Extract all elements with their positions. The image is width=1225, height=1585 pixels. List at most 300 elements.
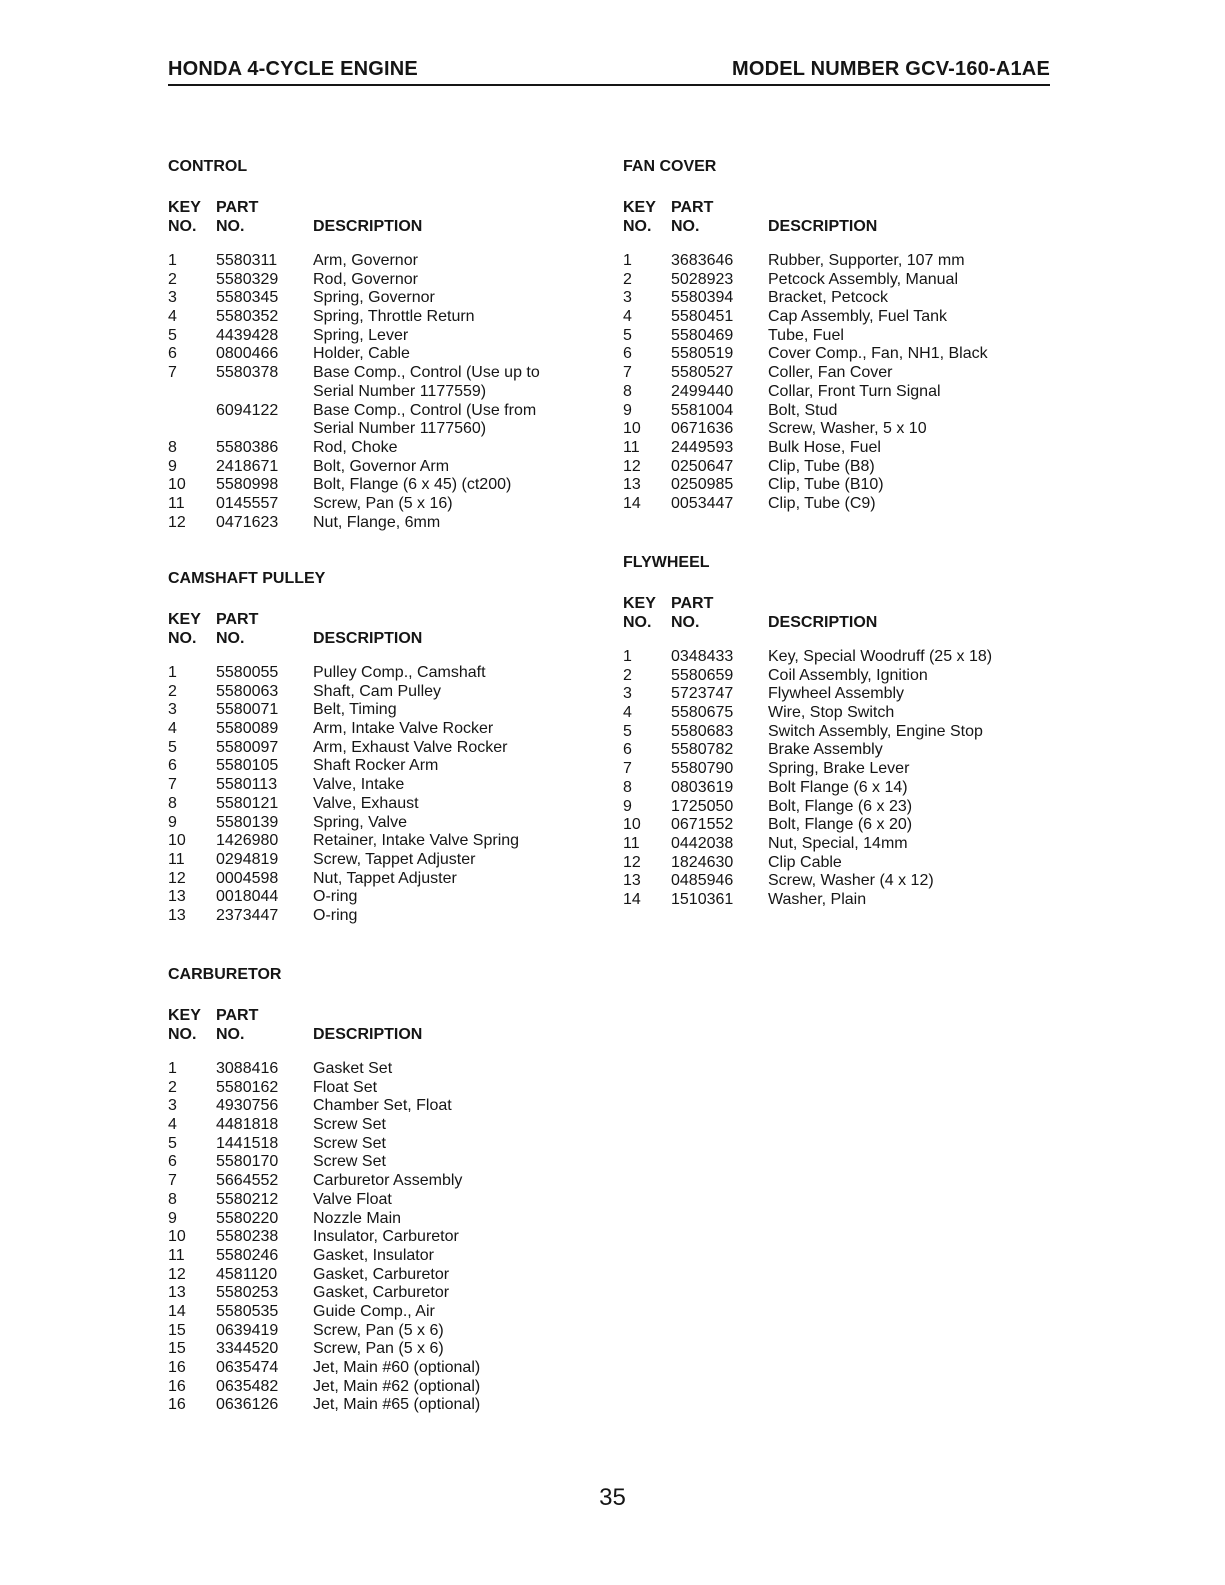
parts-list [168, 252, 588, 532]
parts-row [623, 835, 1043, 854]
part-number: 5580659 [671, 666, 734, 684]
part-number: 1510361 [671, 890, 734, 908]
key-number: 11 [623, 834, 640, 852]
parts-row [623, 476, 1043, 495]
description-header: DESCRIPTION [313, 630, 423, 647]
parts-row [168, 327, 588, 346]
parts-row [168, 870, 588, 889]
description-header: DESCRIPTION [313, 218, 423, 235]
column-header [168, 1006, 588, 1044]
parts-row [168, 1060, 588, 1079]
page-number: 35 [599, 1484, 626, 1511]
key-number: 15 [168, 1321, 186, 1339]
part-number: 4581120 [216, 1265, 278, 1283]
key-number: 7 [623, 364, 632, 382]
parts-row [623, 458, 1043, 477]
parts-row [168, 1191, 588, 1210]
parts-row [168, 1340, 588, 1359]
key-number: 6 [168, 757, 177, 775]
parts-row [623, 402, 1043, 421]
part-number: 5580220 [216, 1209, 279, 1227]
page-header [168, 58, 1050, 86]
parts-list [168, 1060, 588, 1415]
parts-row [168, 383, 588, 402]
part-number: 5580527 [671, 364, 734, 382]
parts-row [168, 776, 588, 795]
part-description: Shaft Rocker Arm [313, 757, 439, 775]
part-number: 2449593 [671, 438, 734, 456]
part-description: Rod, Governor [313, 270, 418, 288]
parts-row [168, 683, 588, 702]
parts-row [623, 420, 1043, 439]
part-description: Valve, Intake [313, 776, 405, 794]
part-number: 0250647 [671, 457, 734, 475]
part-number: 0145557 [216, 494, 279, 512]
parts-row [168, 1303, 588, 1322]
key-header: KEY [623, 595, 656, 612]
key-number: 13 [168, 888, 186, 906]
part-number: 5580311 [216, 252, 278, 269]
parts-row [623, 779, 1043, 798]
key-no-header: NO. [168, 1026, 197, 1043]
part-number: 5580519 [671, 345, 734, 363]
key-number: 13 [623, 872, 641, 890]
parts-row [623, 327, 1043, 346]
key-number: 2 [168, 682, 177, 700]
key-number: 11 [168, 494, 185, 512]
key-number: 2 [623, 666, 632, 684]
key-number: 2 [168, 270, 177, 288]
part-no-header: NO. [671, 614, 700, 631]
part-description: Arm, Exhaust Valve Rocker [313, 738, 508, 756]
part-no-header: NO. [216, 1026, 245, 1043]
parts-row [168, 1284, 588, 1303]
parts-list [168, 664, 588, 926]
part-number: 5580071 [216, 701, 279, 719]
part-description: Nut, Tappet Adjuster [313, 869, 457, 887]
part-number: 0348433 [671, 648, 734, 665]
part-description: Screw, Pan (5 x 6) [313, 1340, 444, 1358]
part-number: 2373447 [216, 906, 279, 924]
parts-row [168, 1116, 588, 1135]
part-number: 0639419 [216, 1321, 279, 1339]
key-number: 8 [168, 1190, 177, 1208]
part-description: Key, Special Woodruff (25 x 18) [768, 648, 993, 665]
part-no-header: NO. [216, 630, 245, 647]
part-number: 5580451 [671, 308, 734, 326]
part-no-header: NO. [671, 218, 700, 235]
part-description: Clip, Tube (C9) [768, 494, 876, 512]
part-number: 5580790 [671, 760, 734, 778]
part-number: 5580683 [671, 722, 734, 740]
part-description: Rod, Choke [313, 438, 398, 456]
part-description: Spring, Valve [313, 813, 407, 831]
part-description: Screw Set [313, 1116, 386, 1134]
part-header: PART [216, 199, 259, 216]
part-description: Base Comp., Control (Use from [313, 401, 537, 419]
part-number: 5580998 [216, 476, 279, 494]
parts-row [168, 888, 588, 907]
part-number: 5664552 [216, 1172, 279, 1190]
part-description: Coil Assembly, Ignition [768, 666, 928, 684]
part-description: Nut, Special, 14mm [768, 834, 908, 852]
part-number: 5580063 [216, 682, 279, 700]
key-number: 11 [168, 1246, 185, 1264]
parts-row [168, 907, 588, 926]
part-description: Switch Assembly, Engine Stop [768, 722, 983, 740]
part-description: Screw, Washer, 5 x 10 [768, 420, 927, 438]
key-number: 1 [168, 252, 177, 269]
parts-row [623, 854, 1043, 873]
key-number: 9 [623, 401, 632, 419]
parts-row [168, 495, 588, 514]
part-description: Bracket, Petcock [768, 289, 889, 307]
part-description: Jet, Main #65 (optional) [313, 1396, 481, 1414]
part-header: PART [671, 595, 714, 612]
key-number: 7 [168, 1172, 177, 1190]
parts-row [168, 289, 588, 308]
parts-row [623, 891, 1043, 910]
parts-row [168, 345, 588, 364]
parts-row [623, 704, 1043, 723]
part-number: 0294819 [216, 850, 279, 868]
column-header [623, 198, 1043, 236]
part-number: 4930756 [216, 1097, 279, 1115]
parts-row [623, 667, 1043, 686]
part-description: Tube, Fuel [768, 326, 844, 344]
key-number: 12 [168, 1265, 186, 1283]
parts-row [623, 741, 1043, 760]
key-number: 12 [168, 869, 186, 887]
part-description: Retainer, Intake Valve Spring [313, 832, 520, 850]
part-description: Clip, Tube (B8) [768, 457, 875, 475]
key-number: 7 [168, 776, 177, 794]
part-number: 5580055 [216, 664, 279, 681]
key-number: 4 [168, 1116, 177, 1134]
part-description: Screw, Tappet Adjuster [313, 850, 476, 868]
key-number: 4 [623, 308, 632, 326]
part-number: 4439428 [216, 326, 279, 344]
key-number: 7 [623, 760, 632, 778]
part-description: Base Comp., Control (Use up to [313, 364, 540, 382]
part-header: PART [671, 199, 714, 216]
part-number: 5580246 [216, 1246, 279, 1264]
key-number: 12 [168, 513, 186, 531]
parts-row [168, 739, 588, 758]
key-header: KEY [623, 199, 656, 216]
section-fan-cover [623, 156, 1043, 514]
key-number: 16 [168, 1396, 186, 1414]
parts-row [168, 514, 588, 533]
parts-row [168, 439, 588, 458]
part-number: 2499440 [671, 382, 734, 400]
part-description: Screw, Pan (5 x 6) [313, 1321, 444, 1339]
parts-row [168, 1322, 588, 1341]
parts-row [623, 364, 1043, 383]
parts-row [168, 252, 588, 271]
key-number: 1 [168, 1060, 177, 1077]
part-number: 5580139 [216, 813, 279, 831]
part-description: Nut, Flange, 6mm [313, 513, 441, 531]
part-description: Carburetor Assembly [313, 1172, 463, 1190]
part-description: Bulk Hose, Fuel [768, 438, 881, 456]
key-number: 8 [168, 438, 177, 456]
part-description: Valve, Exhaust [313, 794, 419, 812]
part-description: Bolt, Flange (6 x 23) [768, 797, 913, 815]
description-header: DESCRIPTION [313, 1026, 423, 1043]
key-number: 12 [623, 853, 641, 871]
part-description: Gasket, Carburetor [313, 1284, 450, 1302]
part-number: 6094122 [216, 401, 279, 419]
section-title: CONTROL [168, 158, 248, 175]
part-description: Collar, Front Turn Signal [768, 382, 941, 400]
part-description: Insulator, Carburetor [313, 1228, 459, 1246]
key-no-header: NO. [623, 614, 652, 631]
key-no-header: NO. [623, 218, 652, 235]
key-number: 4 [623, 704, 632, 722]
part-description: Spring, Lever [313, 326, 409, 344]
key-number: 9 [168, 813, 177, 831]
part-number: 2418671 [216, 457, 279, 475]
parts-row [168, 664, 588, 683]
parts-list [623, 648, 1043, 910]
part-number: 4481818 [216, 1116, 279, 1134]
column-header [168, 610, 588, 648]
parts-row [168, 1247, 588, 1266]
parts-row [168, 851, 588, 870]
section-flywheel [623, 552, 1043, 910]
key-number: 6 [623, 345, 632, 363]
key-no-header: NO. [168, 218, 197, 235]
part-description: Gasket, Carburetor [313, 1265, 450, 1283]
section-control [168, 156, 588, 532]
part-number: 0800466 [216, 345, 279, 363]
key-number: 1 [623, 252, 632, 269]
part-description: Gasket Set [313, 1060, 393, 1077]
parts-row [168, 1153, 588, 1172]
key-number: 9 [623, 797, 632, 815]
part-number: 5580394 [671, 289, 734, 307]
part-number: 3088416 [216, 1060, 279, 1077]
section-carburetor [168, 964, 588, 1415]
parts-row [168, 1396, 588, 1415]
part-number: 0018044 [216, 888, 279, 906]
key-number: 5 [168, 738, 177, 756]
part-number: 5580386 [216, 438, 279, 456]
parts-row [623, 816, 1043, 835]
parts-row [168, 701, 588, 720]
part-description: Arm, Governor [313, 252, 418, 269]
key-number: 8 [623, 778, 632, 796]
key-number: 1 [168, 664, 177, 681]
part-number: 0636126 [216, 1396, 279, 1414]
part-number: 5580238 [216, 1228, 279, 1246]
key-number: 4 [168, 720, 177, 738]
part-number: 5580097 [216, 738, 279, 756]
part-number: 0485946 [671, 872, 734, 890]
part-description: Clip, Tube (B10) [768, 476, 884, 494]
key-number: 10 [623, 816, 641, 834]
key-number: 11 [623, 438, 640, 456]
part-header: PART [216, 1007, 259, 1024]
parts-row [623, 685, 1043, 704]
parts-row [168, 1097, 588, 1116]
part-number: 5580329 [216, 270, 279, 288]
key-header: KEY [168, 199, 201, 216]
part-description: Chamber Set, Float [313, 1097, 452, 1115]
parts-row [623, 648, 1043, 667]
key-number: 14 [168, 1302, 186, 1320]
key-number: 11 [168, 850, 185, 868]
key-number: 15 [168, 1340, 186, 1358]
part-description: Cover Comp., Fan, NH1, Black [768, 345, 988, 363]
part-description: Nozzle Main [313, 1209, 402, 1227]
key-number: 10 [168, 832, 186, 850]
part-number: 0671636 [671, 420, 734, 438]
part-header: PART [216, 611, 259, 628]
parts-row [168, 1228, 588, 1247]
part-number: 5580162 [216, 1078, 279, 1096]
parts-row [623, 271, 1043, 290]
parts-row [623, 872, 1043, 891]
part-number: 5580378 [216, 364, 279, 382]
key-number: 2 [168, 1078, 177, 1096]
key-number: 12 [623, 457, 641, 475]
column-header [623, 594, 1043, 632]
part-number: 5580121 [216, 794, 279, 812]
part-number: 1426980 [216, 832, 279, 850]
part-description: Pulley Comp., Camshaft [313, 664, 486, 681]
column-header [168, 198, 588, 236]
part-no-header: NO. [216, 218, 245, 235]
parts-row [168, 757, 588, 776]
part-description: Arm, Intake Valve Rocker [313, 720, 494, 738]
model-number: MODEL NUMBER GCV-160-A1AE [731, 58, 1050, 80]
parts-row [623, 345, 1043, 364]
part-number: 0004598 [216, 869, 279, 887]
parts-row [623, 252, 1043, 271]
part-description: Jet, Main #60 (optional) [313, 1359, 481, 1376]
key-number: 6 [623, 741, 632, 759]
part-number: 5580345 [216, 289, 279, 307]
part-description: Gasket, Insulator [313, 1246, 434, 1264]
part-number: 5580170 [216, 1153, 279, 1171]
key-number: 13 [168, 1284, 186, 1302]
parts-row [168, 420, 588, 439]
section-title: FAN COVER [623, 158, 717, 175]
part-number: 5580105 [216, 757, 279, 775]
key-number: 3 [623, 289, 632, 307]
part-number: 1824630 [671, 853, 734, 871]
key-number: 13 [168, 906, 186, 924]
part-number: 0635474 [216, 1359, 279, 1376]
part-number: 0635482 [216, 1377, 279, 1395]
part-number: 0471623 [216, 513, 279, 531]
key-number: 5 [623, 326, 632, 344]
parts-row [168, 1359, 588, 1378]
key-number: 14 [623, 494, 641, 512]
key-number: 16 [168, 1377, 186, 1395]
part-description: Flywheel Assembly [768, 685, 905, 703]
parts-row [168, 1079, 588, 1098]
part-description: Spring, Throttle Return [313, 308, 475, 326]
part-description: Spring, Brake Lever [768, 760, 910, 778]
part-description: Jet, Main #62 (optional) [313, 1377, 481, 1395]
part-number: 3683646 [671, 252, 734, 269]
parts-row [168, 814, 588, 833]
key-number: 8 [168, 794, 177, 812]
parts-row [168, 1135, 588, 1154]
section-title: CARBURETOR [168, 966, 282, 983]
key-header: KEY [168, 1007, 201, 1024]
section-camshaft-pulley [168, 568, 588, 926]
parts-row [623, 760, 1043, 779]
parts-row [168, 271, 588, 290]
part-number: 5580535 [216, 1302, 279, 1320]
key-number: 3 [168, 289, 177, 307]
part-number: 0250985 [671, 476, 734, 494]
part-number: 5580253 [216, 1284, 279, 1302]
part-description: Bolt, Governor Arm [313, 457, 450, 475]
part-description: Guide Comp., Air [313, 1302, 435, 1320]
part-description: O-ring [313, 906, 358, 924]
part-description: Wire, Stop Switch [768, 704, 895, 722]
key-number: 2 [623, 270, 632, 288]
parts-row [623, 439, 1043, 458]
part-description: Cap Assembly, Fuel Tank [768, 308, 948, 326]
parts-row [168, 720, 588, 739]
part-description: Brake Assembly [768, 741, 883, 759]
key-number: 5 [623, 722, 632, 740]
key-number: 7 [168, 364, 177, 382]
part-number: 0671552 [671, 816, 734, 834]
part-number: 1441518 [216, 1134, 279, 1152]
part-description: Float Set [313, 1078, 378, 1096]
key-number: 14 [623, 890, 641, 908]
parts-row [623, 495, 1043, 514]
part-description: Screw Set [313, 1153, 386, 1171]
part-description: Clip Cable [768, 853, 842, 871]
parts-row [623, 798, 1043, 817]
engine-title: HONDA 4-CYCLE ENGINE [168, 58, 418, 80]
key-number: 5 [168, 1134, 177, 1152]
parts-row [168, 832, 588, 851]
parts-row [623, 723, 1043, 742]
part-number: 5580782 [671, 741, 734, 759]
parts-list [623, 252, 1043, 514]
part-description: O-ring [313, 888, 358, 906]
key-number: 3 [623, 685, 632, 703]
parts-row [168, 476, 588, 495]
section-title: CAMSHAFT PULLEY [168, 570, 326, 587]
part-number: 5580352 [216, 308, 279, 326]
parts-row [168, 1172, 588, 1191]
key-number: 9 [168, 1209, 177, 1227]
parts-row [168, 1210, 588, 1229]
parts-row [623, 289, 1043, 308]
parts-row [168, 308, 588, 327]
key-number: 5 [168, 326, 177, 344]
key-number: 13 [623, 476, 641, 494]
part-number: 5580212 [216, 1190, 279, 1208]
parts-row [623, 308, 1043, 327]
key-number: 10 [623, 420, 641, 438]
part-number: 5580113 [216, 776, 278, 794]
key-number: 16 [168, 1359, 186, 1376]
key-number: 3 [168, 701, 177, 719]
parts-row [168, 364, 588, 383]
part-description: Bolt Flange (6 x 14) [768, 778, 908, 796]
